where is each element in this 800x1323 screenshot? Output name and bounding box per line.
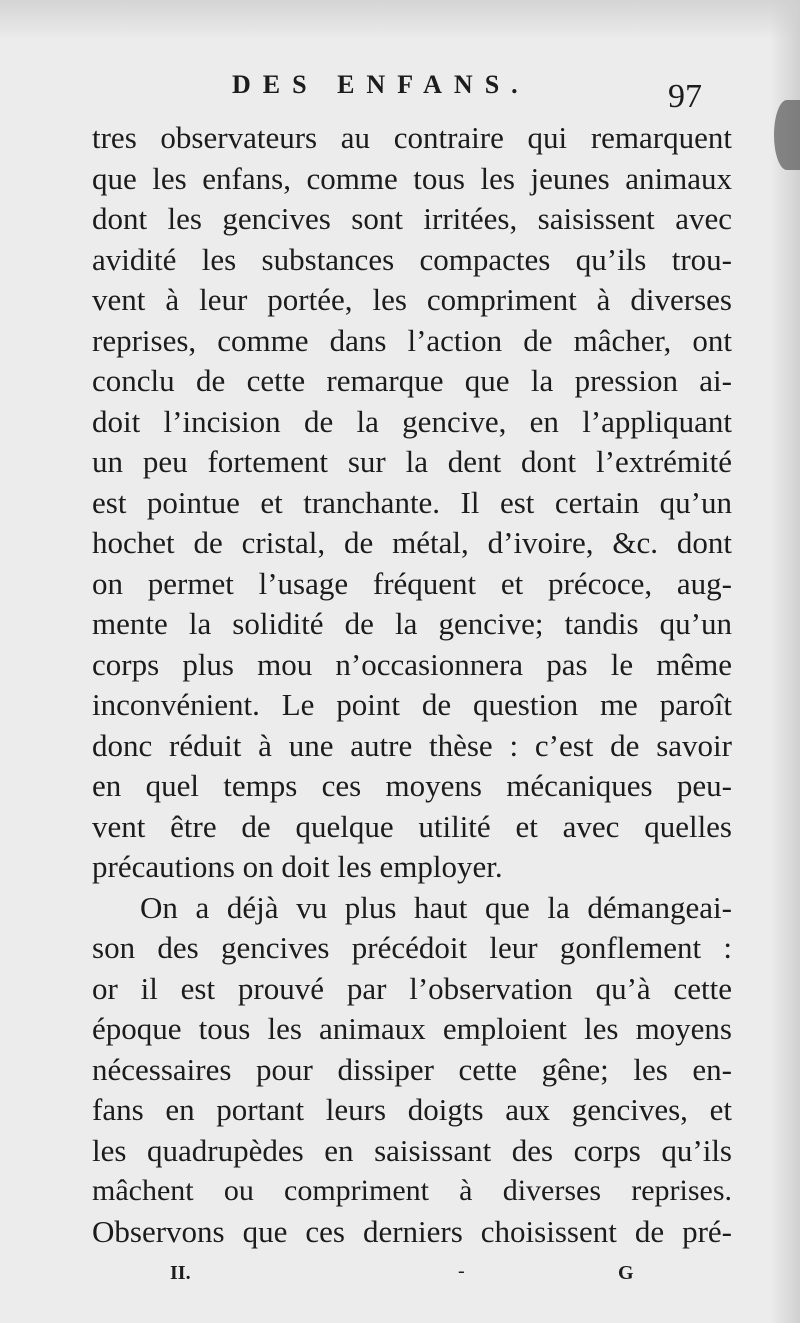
text-line-22: or il est prouvé par l’observation qu’à cette: [92, 970, 732, 1006]
text-line-17: en quel temps ces moyens mécaniques peu-: [92, 768, 732, 803]
text-line-11: hochet de cristal, de métal, d’ivoire, &c. dont: [92, 525, 732, 560]
text-line-13: mente la solidité de la gencive; tandis qu’un: [92, 606, 732, 641]
text-line-7: conclu de cette remarque que la pression ai-: [92, 363, 732, 398]
text-line-5: vent à leur portée, les compriment à diverses: [92, 282, 732, 317]
text-line-4: avidité les substances compactes qu’ils trou-: [92, 241, 732, 277]
text-line-2: que les enfans, comme tous les jeunes animaux: [92, 160, 732, 196]
text-line-28: Observons que ces derniers choisissent de pré-: [92, 1213, 732, 1249]
text-line-20: On a déjà vu plus haut que la démangeai-: [140, 889, 732, 925]
text-line-3: dont les gencives sont irritées, saisissent avec: [92, 201, 732, 236]
text-line-16: donc réduit à une autre thèse : c’est de savoir: [92, 727, 732, 763]
gathering-mark: G: [618, 1262, 634, 1284]
text-line-21: son des gencives précédoit leur gonflement :: [92, 930, 732, 965]
text-line-6: reprises, comme dans l’action de mâcher, ont: [92, 322, 732, 358]
text-line-8: doit l’incision de la gencive, en l’appliquant: [92, 403, 732, 439]
text-line-12: on permet l’usage fréquent et précoce, aug-: [92, 565, 732, 601]
text-line-10: est pointue et tranchante. Il est certain qu’un: [92, 484, 732, 520]
text-line-23: époque tous les animaux emploient les moyens: [92, 1011, 732, 1046]
text-line-1: tres observateurs au contraire qui remarquent: [92, 120, 732, 155]
text-line-25: fans en portant leurs doigts aux gencives, et: [92, 1092, 732, 1127]
text-line-18: vent être de quelque utilité et avec quelles: [92, 808, 732, 844]
text-line-24: nécessaires pour dissiper cette gêne; les en-: [92, 1051, 732, 1087]
text-line-27: mâchent ou compriment à diverses reprises.: [92, 1174, 732, 1207]
footer-dash: -: [458, 1260, 465, 1282]
signature-mark: II.: [170, 1262, 191, 1284]
page-edge-shadow-right: [770, 0, 800, 1323]
running-head: DES ENFANS.: [232, 70, 530, 99]
text-line-15: inconvénient. Le point de question me paroît: [92, 687, 732, 722]
page-number: 97: [668, 78, 702, 115]
text-line-9: un peu fortement sur la dent dont l’extrémité: [92, 444, 732, 479]
page-edge-shadow-top: [0, 0, 800, 40]
text-line-14: corps plus mou n’occasionnera pas le même: [92, 646, 732, 682]
binding-hole-mark: [774, 100, 800, 170]
text-line-26: les quadrupèdes en saisissant des corps qu’ils: [92, 1132, 732, 1168]
text-line-19: précautions on doit les employer.: [92, 849, 503, 884]
